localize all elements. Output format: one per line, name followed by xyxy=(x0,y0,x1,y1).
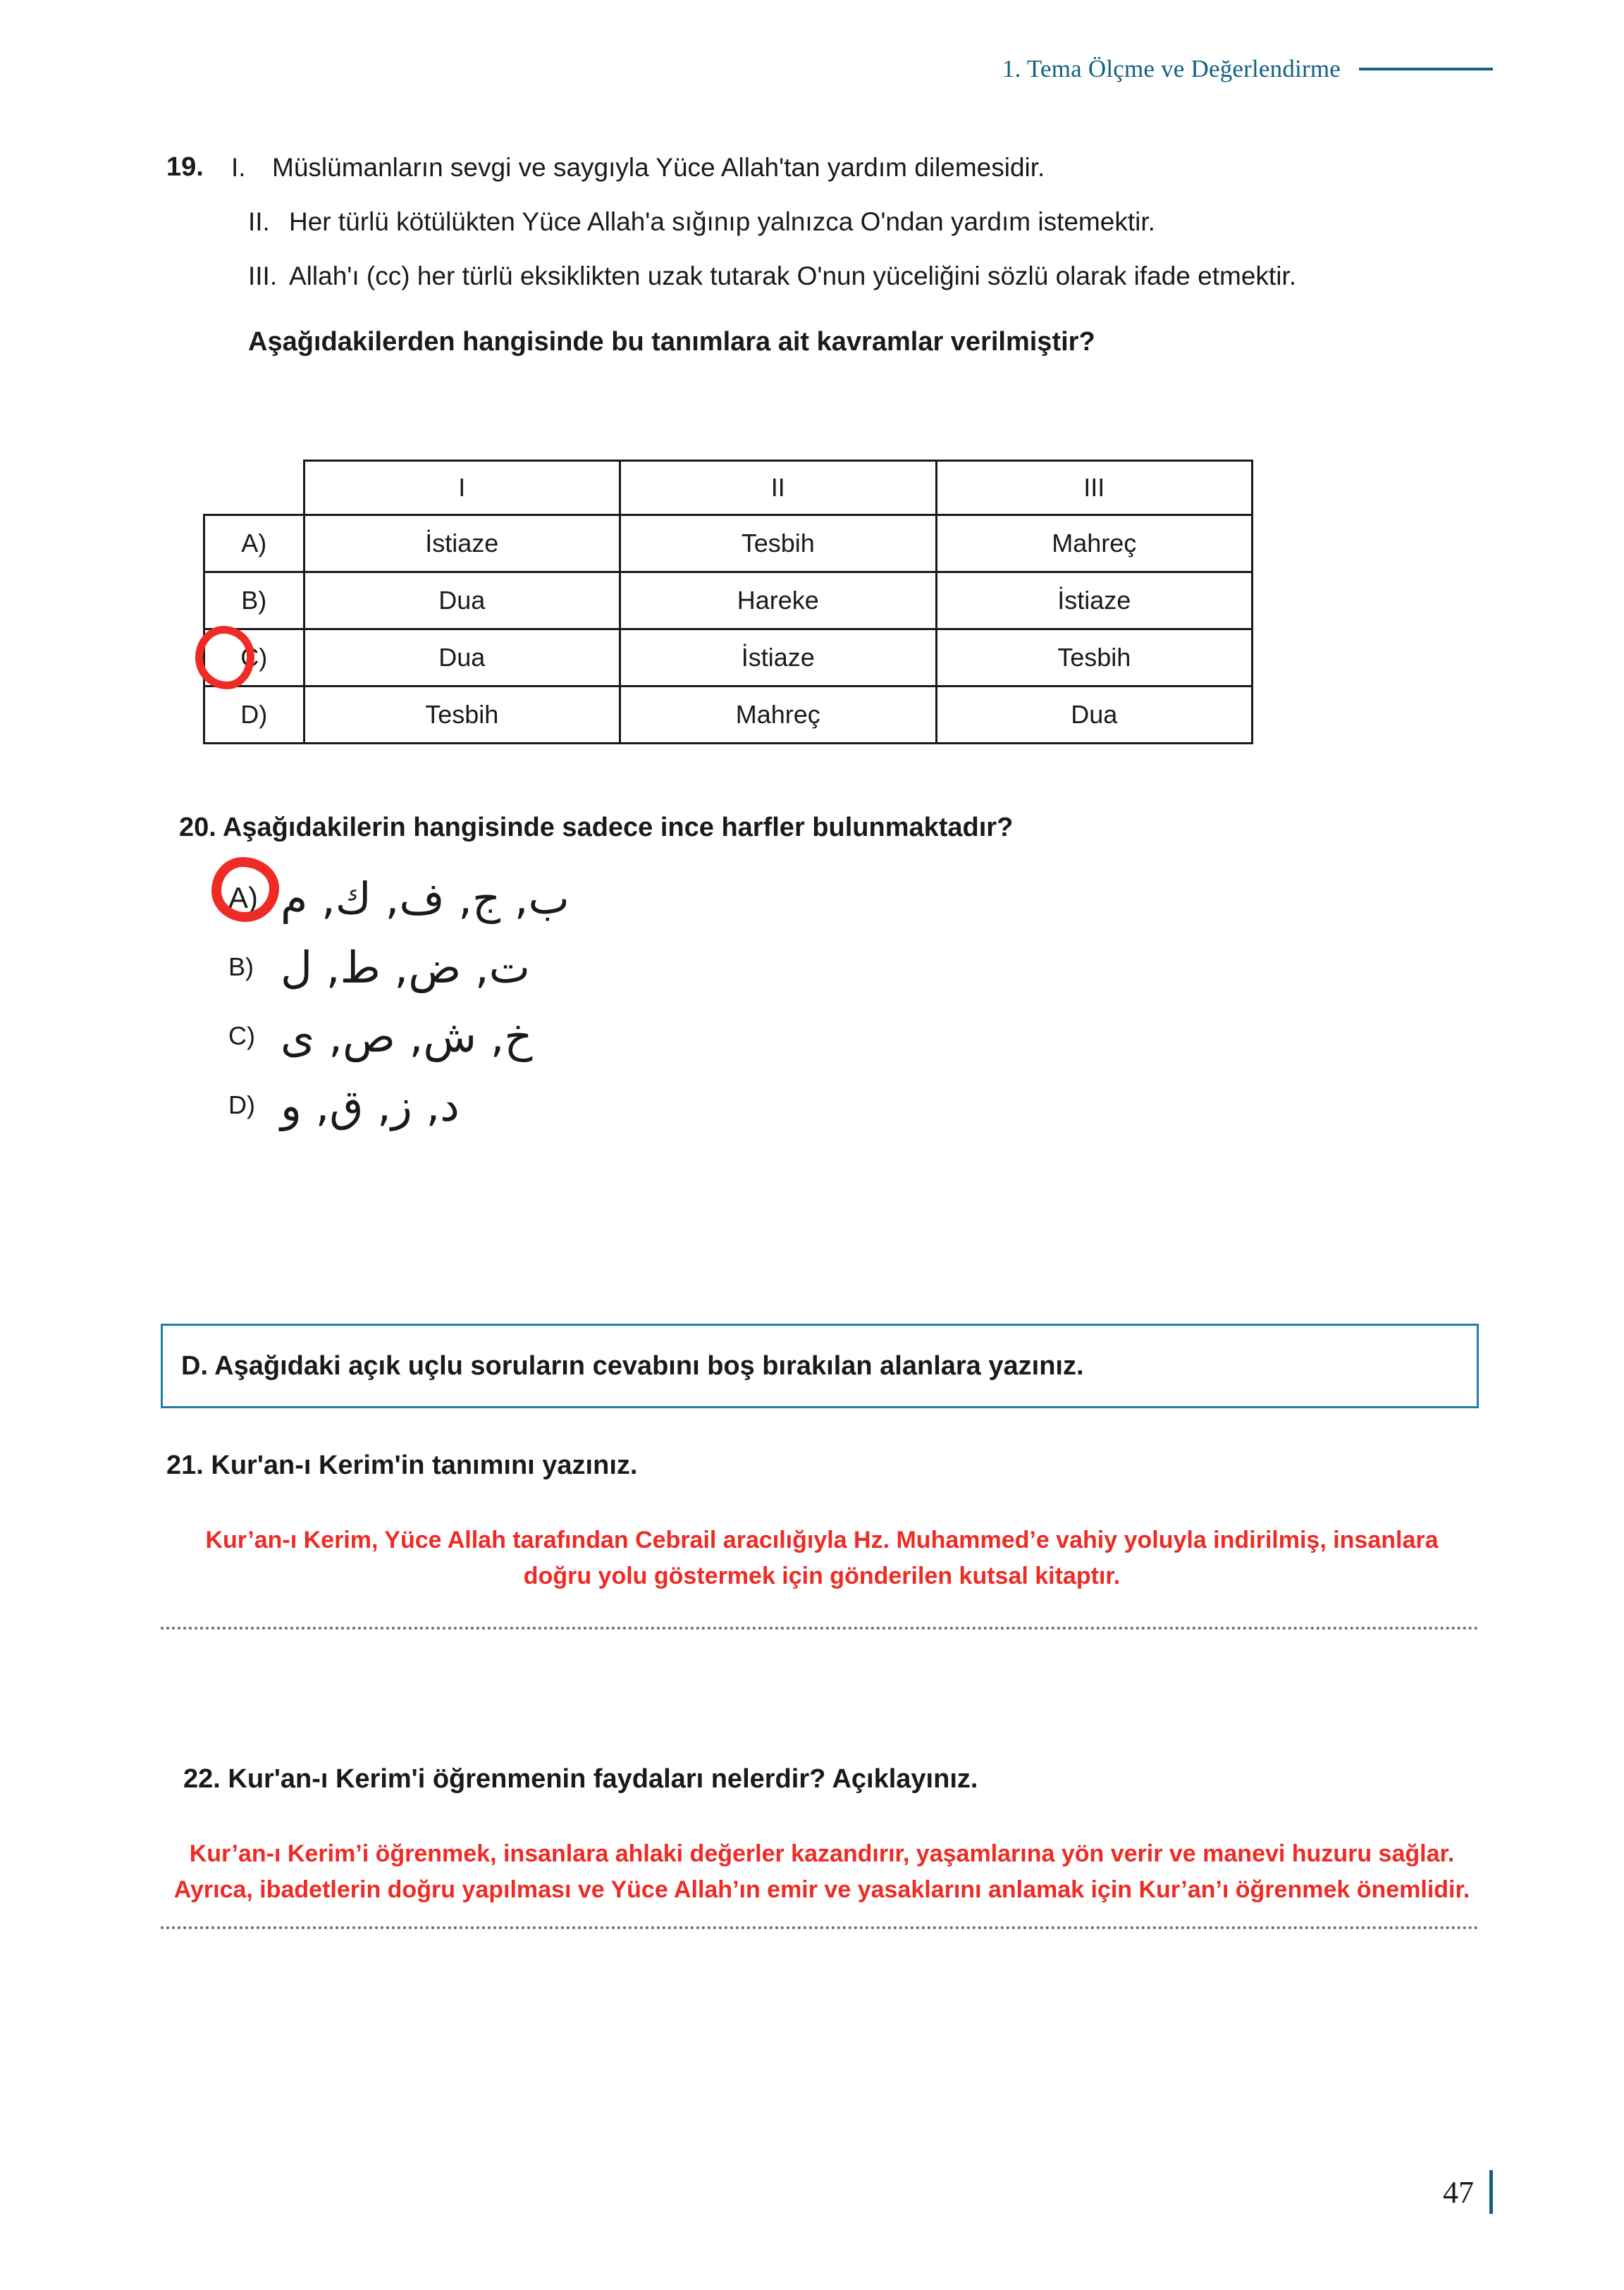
option-label-d[interactable]: D) xyxy=(204,687,304,744)
statement-roman: III. xyxy=(248,261,278,291)
table-row[interactable] xyxy=(204,687,1253,744)
question-19-prompt: Aşağıdakilerden hangisinde bu tanımlara ait kavramlar verilmiştir? xyxy=(248,327,1095,357)
question-19-option-table xyxy=(203,460,1253,744)
table-cell: İstiaze xyxy=(620,629,937,687)
statement-item xyxy=(231,149,1477,185)
question-20-option-c[interactable] xyxy=(228,1002,1490,1071)
page-number: 47 xyxy=(1443,2174,1474,2210)
table-header-cell: I xyxy=(304,461,620,515)
statement-roman: II. xyxy=(248,207,270,237)
statement-text: Müslümanların sevgi ve saygıyla Yüce Allah'tan yardım dilemesidir. xyxy=(272,153,1045,182)
table-cell: Mahreç xyxy=(620,687,937,744)
table-row[interactable] xyxy=(204,629,1253,687)
question-21-answer: Kur’an-ı Kerim, Yüce Allah tarafından Cebrail aracılığıyla Hz. Muhammed’e vahiy yoluyla indirilmiş, insanlara doğru yolu göstermek için gönderilen kutsal kitaptır. xyxy=(205,1527,1439,1590)
page-header xyxy=(1002,55,1493,83)
question-20-option-a[interactable] xyxy=(228,863,1490,932)
footer-accent-bar xyxy=(1489,2170,1493,2214)
option-label-b[interactable]: B) xyxy=(228,952,254,982)
table-cell: Dua xyxy=(304,629,620,687)
option-label-c-text: C) xyxy=(240,643,268,672)
question-19-header xyxy=(166,149,1477,312)
option-label-d[interactable]: D) xyxy=(228,1090,255,1120)
option-label-a-text: A) xyxy=(228,881,258,915)
statement-roman: I. xyxy=(231,153,246,182)
statement-item xyxy=(231,204,1477,240)
section-d-box xyxy=(161,1324,1479,1408)
table-cell: Tesbih xyxy=(620,515,937,572)
question-22 xyxy=(166,1762,1477,1929)
table-header-row xyxy=(204,461,1253,515)
table-cell: Tesbih xyxy=(304,687,620,744)
question-20-option-d[interactable] xyxy=(228,1071,1490,1140)
table-row[interactable] xyxy=(204,515,1253,572)
table-cell: İstiaze xyxy=(936,572,1253,629)
question-22-title: 22. Kur'an-ı Kerim'i öğrenmenin faydaları nelerdir? Açıklayınız. xyxy=(183,1764,978,1794)
option-label-a[interactable]: A) xyxy=(204,515,304,572)
question-21 xyxy=(166,1448,1477,1630)
question-20-options xyxy=(228,863,1490,1140)
section-d-label: D. Aşağıdaki açık uçlu soruların cevabını boş bırakılan alanlara yazınız. xyxy=(181,1350,1084,1381)
table-corner-cell xyxy=(204,461,304,515)
table-cell: Mahreç xyxy=(936,515,1253,572)
option-b-letters: ت, ض, ط, ل xyxy=(281,941,530,993)
statement-text: Her türlü kötülükten Yüce Allah'a sığınıp yalnızca O'ndan yardım istemektir. xyxy=(289,207,1155,237)
option-label-a[interactable] xyxy=(228,881,281,915)
question-21-title: 21. Kur'an-ı Kerim'in tanımını yazınız. xyxy=(166,1451,638,1480)
option-label-b[interactable]: B) xyxy=(204,572,304,629)
table-header-cell: III xyxy=(936,461,1253,515)
table-cell: İstiaze xyxy=(304,515,620,572)
page-footer xyxy=(1443,2170,1493,2214)
question-22-answer: Kur’an-ı Kerim’i öğrenmek, insanlara ahlaki değerler kazandırır, yaşamlarına yön verir ve manevi huzuru sağlar. Ayrıca, ibadetlerin doğru yapılması ve Yüce Allah’ın emir ve yasaklarını anlamak için Kur’an’ı öğrenmek önemlidir. xyxy=(173,1840,1470,1904)
question-20-option-b[interactable] xyxy=(228,932,1490,1002)
question-19-option-table-wrapper xyxy=(203,460,1253,744)
statement-item xyxy=(231,258,1477,294)
table-cell: Dua xyxy=(304,572,620,629)
question-19-number: 19. xyxy=(166,152,204,182)
statement-text: Allah'ı (cc) her türlü eksiklikten uzak tutarak O'nun yüceliğini sözlü olarak ifade etmektir. xyxy=(289,261,1296,291)
header-rule xyxy=(1359,68,1493,70)
table-cell: Tesbih xyxy=(936,629,1253,687)
table-cell: Dua xyxy=(936,687,1253,744)
question-22-answer-line[interactable] xyxy=(161,1926,1479,1929)
option-label-c[interactable] xyxy=(204,629,304,687)
question-19 xyxy=(166,149,1477,360)
question-20 xyxy=(179,811,1490,1140)
page-header-title: 1. Tema Ölçme ve Değerlendirme xyxy=(1002,55,1341,82)
question-19-statements xyxy=(231,149,1477,312)
table-header-cell: II xyxy=(620,461,937,515)
option-label-c[interactable]: C) xyxy=(228,1021,255,1051)
option-a-letters: ب, ج, ف, ك, م xyxy=(281,872,570,924)
option-d-letters: د, ز, ق, و xyxy=(281,1079,460,1131)
question-20-prompt: 20. Aşağıdakilerin hangisinde sadece ince harfler bulunmaktadır? xyxy=(179,813,1014,842)
table-row[interactable] xyxy=(204,572,1253,629)
question-21-answer-line[interactable] xyxy=(161,1627,1479,1630)
option-c-letters: خ, ش, ص, ى xyxy=(281,1010,533,1062)
table-cell: Hareke xyxy=(620,572,937,629)
